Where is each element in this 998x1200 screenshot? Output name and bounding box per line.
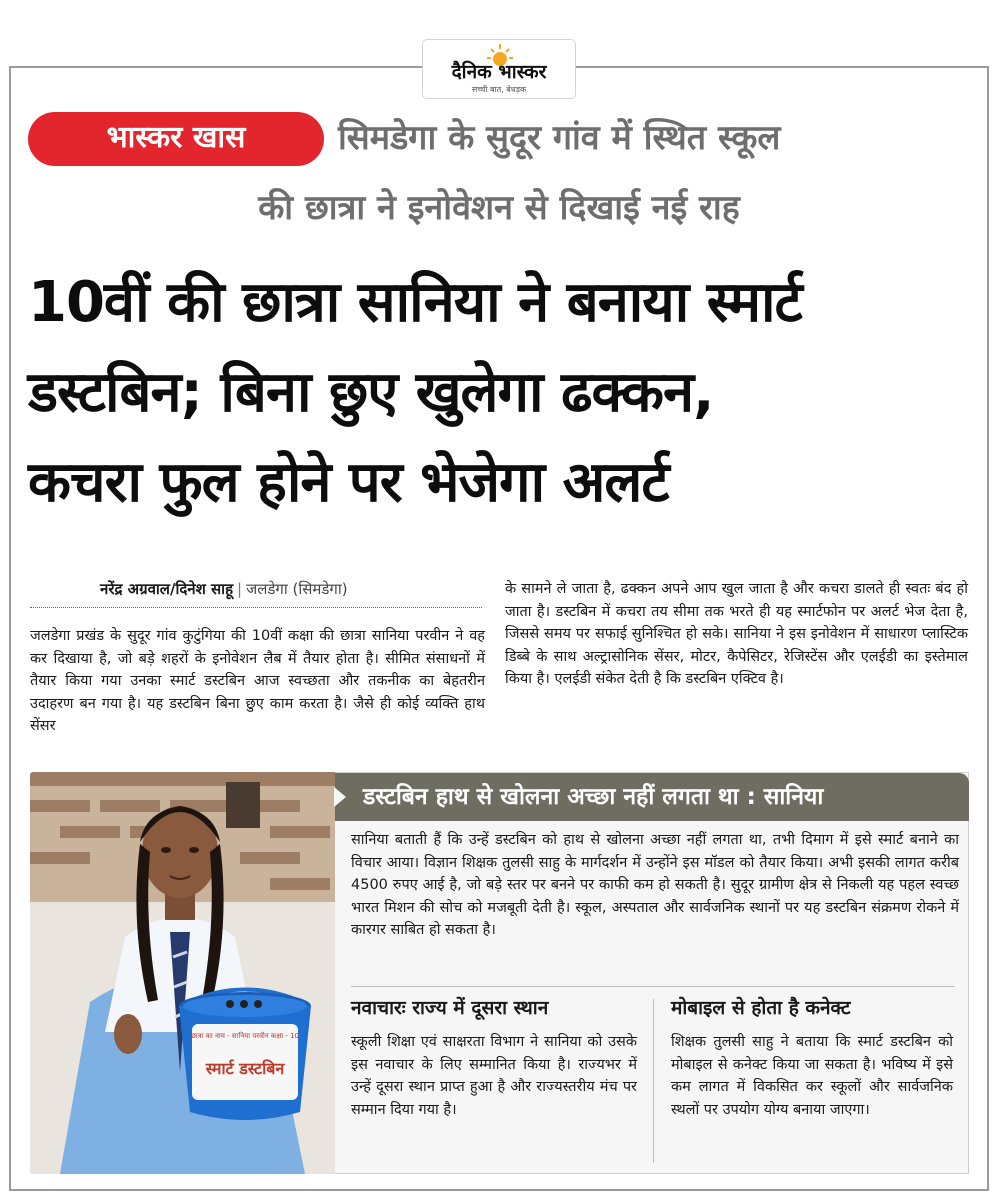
panel-text: सानिया बताती हैं कि उन्हें डस्टबिन को हाथ से खोलना अच्छा नहीं लगता था, तभी दिमाग में इसे स्मार्ट बनाने का विचार आया। विज्ञान शिक्षक तुलसी साहु के मार्गदर्शन में उन्होंने इस मॉडल को तैयार किया। अभी इसकी लागत करीब 4500 रुपए आई है, जो बड़े स्तर पर बनने पर काफी कम हो सकती है। सुदूर ग्रामीण क्षेत्र से निकली यह पहल स्वच्छ भारत मिशन की सोच को मजबूती देती है। स्कूल, अस्पताल और सार्वजनिक स्थानों पर यह डस्टबिन संक्रमण रोकने में कारगर साबित हो सकता है।: [351, 832, 959, 938]
panel-heading-bar: [335, 773, 969, 821]
article-body-right: के सामने ले जाता है, ढक्कन अपने आप खुल जाता है और कचरा डालते ही स्वतः बंद हो जाता है। डस्टबिन में कचरा तय सीमा तक भरते ही यह स्मार्टफोन पर अलर्ट भेज देता है, जिससे समय पर सफाई सुनिश्चित हो सके। सानिया ने इस इनोवेशन में साधारण प्लास्टिक डिब्बे के साथ अल्ट्रासोनिक सेंसर, मोटर, कैपेसिटर, रेजिस्टेंस और एलईडी का इस्तेमाल किया है। एलईडी संकेत देती है कि डस्टबिन एक्टिव है।: [505, 581, 968, 687]
headline-line-3: कचरा फुल होने पर भेजेगा अलर्ट: [28, 450, 669, 515]
student-photo: [30, 772, 335, 1174]
masthead-tagline: सच्ची बात, बेधड़क: [471, 85, 527, 94]
masthead-title: दैनिक भास्कर: [451, 61, 547, 83]
column-divider: [653, 999, 654, 1163]
bhaskar-khas-badge: भास्कर खास: [28, 112, 324, 166]
sidebar-panel: [335, 772, 969, 1174]
innovation-text: स्कूली शिक्षा एवं साक्षरता विभाग ने सानिया को उसके इस नवाचार के लिए सम्मानित किया है। राज्यभर में उन्हें दूसरा स्थान प्राप्त हुआ है और राज्यस्तरीय मंच पर सम्मान दिया गया है।: [351, 1034, 637, 1118]
byline-separator: |: [237, 580, 243, 598]
panel-arrow-icon: [334, 787, 346, 807]
headline-line-2: डस्टबिन; बिना छुए खुलेगा ढक्कन,: [28, 360, 714, 425]
panel-divider: [351, 986, 955, 987]
kicker-line-2: की छात्रा ने इनोवेशन से दिखाई नई राह: [258, 188, 740, 228]
byline-authors: नरेंद्र अग्रवाल/दिनेश साहू: [100, 580, 234, 598]
main-headline: [28, 258, 978, 528]
bin-main-label: स्मार्ट डस्टबिन: [205, 1059, 285, 1078]
masthead-logo: [422, 39, 576, 99]
headline-line-1: 10वीं की छात्रा सानिया ने बनाया स्मार्ट: [28, 270, 802, 335]
subhead-mobile: मोबाइल से होता है कनेक्ट: [671, 997, 851, 1019]
byline: [100, 578, 348, 600]
bin-small-label: छात्रा का नाम - सानिया परवीन कक्षा - 10: [191, 1032, 299, 1040]
byline-divider: [30, 607, 482, 608]
article-body-left: जलडेगा प्रखंड के सुदूर गांव कुटुंगिया की 10वीं कक्षा की छात्रा सानिया परवीन ने वह कर दिखाया है, जो बड़े शहरों के इनोवेशन लैब में तैयार होता है। सीमित संसाधनों में तैयार किया गया उनका स्मार्ट डस्टबिन आज स्वच्छता और तकनीक का बेहतरीन उदाहरण बन गया है। यह डस्टबिन बिना छुए काम करता है। जैसे ही कोई व्यक्ति हाथ सेंसर: [30, 628, 485, 734]
kicker-line-1: सिमडेगा के सुदूर गांव में स्थित स्कूल: [338, 118, 781, 158]
mobile-text: शिक्षक तुलसी साहु ने बताया कि स्मार्ट डस्टबिन को मोबाइल से कनेक्ट किया जा सकता है। भविष्य में इसे कम लागत में विकसित कर स्कूलों और सार्वजनिक स्थलों पर उपयोग योग्य बनाया जाएगा।: [671, 1034, 953, 1118]
byline-place: जलडेगा (सिमडेगा): [246, 580, 348, 598]
panel-heading: डस्टबिन हाथ से खोलना अच्छा नहीं लगता था : सानिया: [363, 784, 824, 810]
student-with-dustbin-illustration: [30, 772, 335, 1174]
subhead-innovation: नवाचारः राज्य में दूसरा स्थान: [351, 997, 549, 1019]
